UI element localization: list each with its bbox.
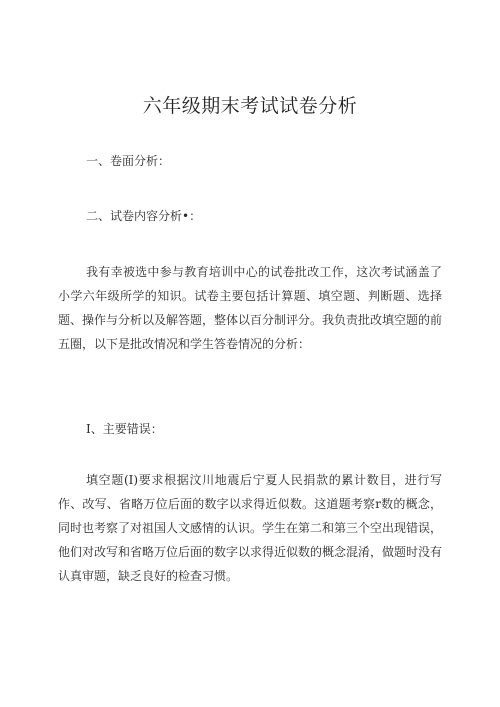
section-heading-paper-analysis: 一、卷面分析：: [86, 154, 171, 168]
section-heading-main-errors: I、主要错误：: [86, 422, 163, 436]
section-heading-content-analysis: 二、试卷内容分析•：: [86, 209, 202, 223]
error-analysis-paragraph: 填空题(I)要求根据汶川地震后宁夏人民捐款的累计数目，进行写作、改写、省略万位后面的数字以求得近似数。这道题考察r数的概念，同时也考察了对祖国人文感情的认识。学生在第二和第三个空出现错误，他们对改写和省略万位后面的数字以求得近似数的概念混淆，做题时没有认真审题，缺乏良好的检查习惯。: [58, 473, 443, 583]
page-title: 六年级期末考试试卷分析: [142, 95, 358, 117]
intro-paragraph: 我有幸被选中参与教育培训中心的试卷批改工作，这次考试涵盖了小学六年级所学的知识。试卷主要包括计算题、填空题、判断题、选择题、操作与分析以及解答题，整体以百分制评分。我负责批改填空题的前五圈，以下是批改情况和学生答卷情况的分析：: [58, 265, 443, 351]
